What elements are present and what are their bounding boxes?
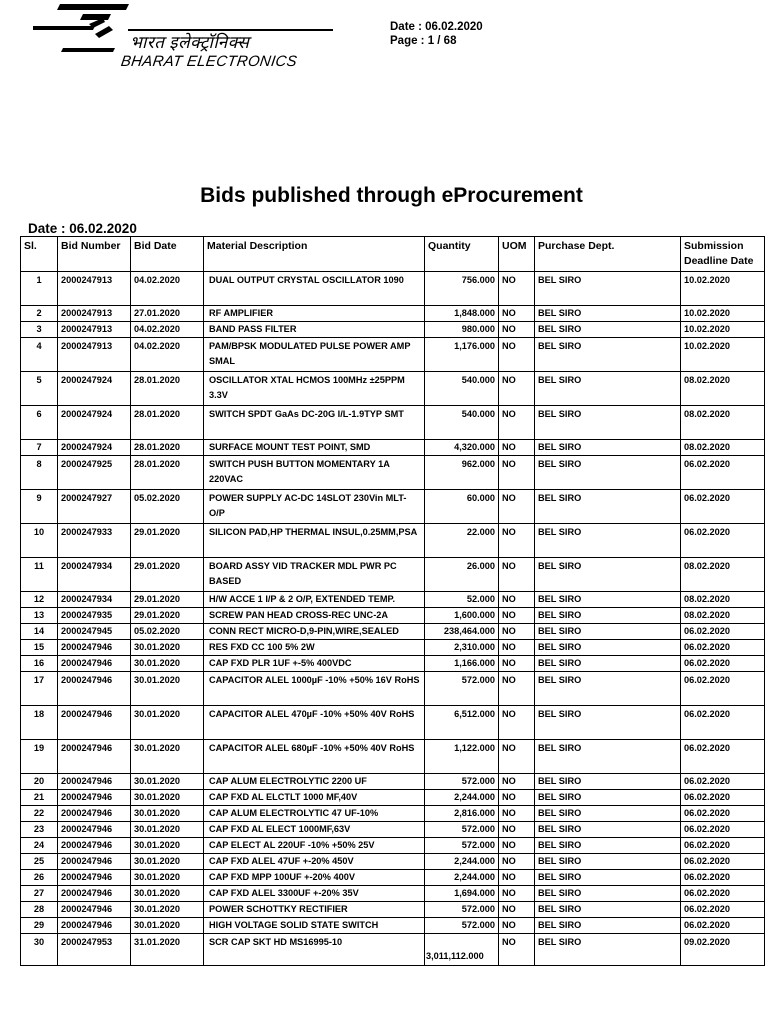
cell-bid-date: 30.01.2020 bbox=[131, 656, 204, 672]
cell-material-description: PAM/BPSK MODULATED PULSE POWER AMP SMAL bbox=[204, 338, 425, 372]
cell-uom: NO bbox=[499, 790, 535, 806]
cell-bid-date: 29.01.2020 bbox=[131, 592, 204, 608]
cell-bid-number: 2000247927 bbox=[58, 490, 131, 524]
cell-sl: 20 bbox=[21, 774, 58, 790]
table-header-row bbox=[21, 237, 765, 272]
cell-quantity: 980.000 bbox=[425, 322, 499, 338]
table-row bbox=[21, 524, 765, 558]
cell-bid-number: 2000247946 bbox=[58, 838, 131, 854]
cell-bid-date: 30.01.2020 bbox=[131, 640, 204, 656]
cell-quantity: 1,848.000 bbox=[425, 306, 499, 322]
cell-purchase-dept: BEL SIRO bbox=[535, 806, 681, 822]
cell-submission-deadline: 06.02.2020 bbox=[681, 624, 765, 640]
cell-quantity: 2,310.000 bbox=[425, 640, 499, 656]
cell-quantity: 52.000 bbox=[425, 592, 499, 608]
cell-purchase-dept: BEL SIRO bbox=[535, 440, 681, 456]
table-row bbox=[21, 656, 765, 672]
cell-purchase-dept: BEL SIRO bbox=[535, 886, 681, 902]
cell-bid-date: 28.01.2020 bbox=[131, 372, 204, 406]
cell-bid-date: 28.01.2020 bbox=[131, 440, 204, 456]
cell-uom: NO bbox=[499, 902, 535, 918]
cell-bid-date: 30.01.2020 bbox=[131, 774, 204, 790]
cell-quantity: 1,122.000 bbox=[425, 740, 499, 774]
cell-purchase-dept: BEL SIRO bbox=[535, 854, 681, 870]
cell-purchase-dept: BEL SIRO bbox=[535, 608, 681, 624]
cell-material-description: CAP FXD AL ELCTLT 1000 MF,40V bbox=[204, 790, 425, 806]
cell-bid-number: 2000247946 bbox=[58, 822, 131, 838]
cell-bid-date: 30.01.2020 bbox=[131, 854, 204, 870]
cell-submission-deadline: 08.02.2020 bbox=[681, 558, 765, 592]
cell-bid-number: 2000247946 bbox=[58, 640, 131, 656]
cell-bid-date: 30.01.2020 bbox=[131, 790, 204, 806]
cell-purchase-dept: BEL SIRO bbox=[535, 322, 681, 338]
cell-submission-deadline: 10.02.2020 bbox=[681, 322, 765, 338]
cell-bid-number: 2000247924 bbox=[58, 406, 131, 440]
cell-bid-number: 2000247913 bbox=[58, 322, 131, 338]
cell-material-description: HIGH VOLTAGE SOLID STATE SWITCH bbox=[204, 918, 425, 934]
table-row bbox=[21, 608, 765, 624]
cell-purchase-dept: BEL SIRO bbox=[535, 790, 681, 806]
cell-material-description: BOARD ASSY VID TRACKER MDL PWR PC BASED bbox=[204, 558, 425, 592]
cell-material-description: CAP FXD MPP 100UF +-20% 400V bbox=[204, 870, 425, 886]
cell-submission-deadline: 06.02.2020 bbox=[681, 854, 765, 870]
cell-bid-number: 2000247946 bbox=[58, 774, 131, 790]
cell-sl: 29 bbox=[21, 918, 58, 934]
cell-submission-deadline: 08.02.2020 bbox=[681, 406, 765, 440]
cell-quantity: 962.000 bbox=[425, 456, 499, 490]
cell-submission-deadline: 06.02.2020 bbox=[681, 806, 765, 822]
cell-sl: 12 bbox=[21, 592, 58, 608]
col-header-bid-date: Bid Date bbox=[131, 237, 204, 272]
cell-bid-date: 30.01.2020 bbox=[131, 822, 204, 838]
table-row bbox=[21, 706, 765, 740]
header-page: Page : 1 / 68 bbox=[390, 35, 457, 47]
cell-sl: 16 bbox=[21, 656, 58, 672]
cell-submission-deadline: 06.02.2020 bbox=[681, 822, 765, 838]
cell-bid-date: 27.01.2020 bbox=[131, 306, 204, 322]
cell-submission-deadline: 08.02.2020 bbox=[681, 372, 765, 406]
header-date: Date : 06.02.2020 bbox=[390, 21, 483, 33]
cell-bid-date: 30.01.2020 bbox=[131, 870, 204, 886]
table-row bbox=[21, 624, 765, 640]
cell-submission-deadline: 10.02.2020 bbox=[681, 306, 765, 322]
cell-uom: NO bbox=[499, 338, 535, 372]
cell-quantity: 4,320.000 bbox=[425, 440, 499, 456]
cell-purchase-dept: BEL SIRO bbox=[535, 656, 681, 672]
cell-bid-date: 30.01.2020 bbox=[131, 918, 204, 934]
logo-english-text: BHARAT ELECTRONICS bbox=[119, 53, 299, 70]
cell-quantity: 238,464.000 bbox=[425, 624, 499, 640]
cell-quantity: 2,244.000 bbox=[425, 790, 499, 806]
cell-material-description: BAND PASS FILTER bbox=[204, 322, 425, 338]
cell-quantity: 60.000 bbox=[425, 490, 499, 524]
table-row bbox=[21, 558, 765, 592]
cell-bid-date: 30.01.2020 bbox=[131, 740, 204, 774]
header-meta bbox=[390, 20, 483, 48]
table-row bbox=[21, 338, 765, 372]
date-caption: Date : 06.02.2020 bbox=[28, 221, 137, 236]
cell-bid-number: 2000247945 bbox=[58, 624, 131, 640]
cell-bid-date: 30.01.2020 bbox=[131, 902, 204, 918]
cell-bid-date: 05.02.2020 bbox=[131, 490, 204, 524]
cell-purchase-dept: BEL SIRO bbox=[535, 706, 681, 740]
cell-quantity: 572.000 bbox=[425, 822, 499, 838]
cell-submission-deadline: 10.02.2020 bbox=[681, 338, 765, 372]
cell-submission-deadline: 06.02.2020 bbox=[681, 740, 765, 774]
cell-sl: 18 bbox=[21, 706, 58, 740]
cell-purchase-dept: BEL SIRO bbox=[535, 774, 681, 790]
cell-quantity: 1,166.000 bbox=[425, 656, 499, 672]
cell-submission-deadline: 06.02.2020 bbox=[681, 918, 765, 934]
cell-bid-date: 30.01.2020 bbox=[131, 706, 204, 740]
cell-sl: 23 bbox=[21, 822, 58, 838]
cell-bid-number: 2000247946 bbox=[58, 854, 131, 870]
cell-quantity: 1,694.000 bbox=[425, 886, 499, 902]
cell-sl: 11 bbox=[21, 558, 58, 592]
cell-material-description: SURFACE MOUNT TEST POINT, SMD bbox=[204, 440, 425, 456]
table-row bbox=[21, 934, 765, 966]
cell-sl: 21 bbox=[21, 790, 58, 806]
cell-uom: NO bbox=[499, 706, 535, 740]
cell-material-description: POWER SUPPLY AC-DC 14SLOT 230Vin MLT-O/P bbox=[204, 490, 425, 524]
cell-quantity: 540.000 bbox=[425, 372, 499, 406]
bel-logo bbox=[33, 4, 338, 68]
cell-sl: 5 bbox=[21, 372, 58, 406]
cell-bid-number: 2000247946 bbox=[58, 902, 131, 918]
cell-bid-number: 2000247946 bbox=[58, 806, 131, 822]
cell-submission-deadline: 06.02.2020 bbox=[681, 456, 765, 490]
table-row bbox=[21, 372, 765, 406]
cell-sl: 19 bbox=[21, 740, 58, 774]
cell-bid-number: 2000247946 bbox=[58, 790, 131, 806]
cell-submission-deadline: 06.02.2020 bbox=[681, 656, 765, 672]
cell-sl: 24 bbox=[21, 838, 58, 854]
cell-material-description: OSCILLATOR XTAL HCMOS 100MHz ±25PPM 3.3V bbox=[204, 372, 425, 406]
cell-purchase-dept: BEL SIRO bbox=[535, 870, 681, 886]
cell-bid-number: 2000247933 bbox=[58, 524, 131, 558]
cell-submission-deadline: 06.02.2020 bbox=[681, 490, 765, 524]
cell-quantity: 756.000 bbox=[425, 272, 499, 306]
cell-uom: NO bbox=[499, 838, 535, 854]
cell-bid-date: 30.01.2020 bbox=[131, 838, 204, 854]
cell-uom: NO bbox=[499, 372, 535, 406]
cell-purchase-dept: BEL SIRO bbox=[535, 640, 681, 656]
cell-sl: 2 bbox=[21, 306, 58, 322]
cell-purchase-dept: BEL SIRO bbox=[535, 672, 681, 706]
cell-material-description: H/W ACCE 1 I/P & 2 O/P, EXTENDED TEMP. bbox=[204, 592, 425, 608]
cell-quantity: 572.000 bbox=[425, 838, 499, 854]
table-row bbox=[21, 406, 765, 440]
cell-quantity: 2,816.000 bbox=[425, 806, 499, 822]
cell-uom: NO bbox=[499, 524, 535, 558]
table-row bbox=[21, 870, 765, 886]
cell-quantity: 6,512.000 bbox=[425, 706, 499, 740]
table-row bbox=[21, 854, 765, 870]
col-header-bid-number: Bid Number bbox=[58, 237, 131, 272]
cell-uom: NO bbox=[499, 406, 535, 440]
cell-submission-deadline: 08.02.2020 bbox=[681, 440, 765, 456]
cell-sl: 6 bbox=[21, 406, 58, 440]
cell-bid-date: 04.02.2020 bbox=[131, 338, 204, 372]
cell-purchase-dept: BEL SIRO bbox=[535, 524, 681, 558]
cell-uom: NO bbox=[499, 608, 535, 624]
table-row bbox=[21, 740, 765, 774]
cell-purchase-dept: BEL SIRO bbox=[535, 822, 681, 838]
cell-bid-date: 04.02.2020 bbox=[131, 272, 204, 306]
cell-uom: NO bbox=[499, 886, 535, 902]
cell-submission-deadline: 06.02.2020 bbox=[681, 902, 765, 918]
table-row bbox=[21, 822, 765, 838]
cell-sl: 28 bbox=[21, 902, 58, 918]
cell-purchase-dept: BEL SIRO bbox=[535, 490, 681, 524]
cell-purchase-dept: BEL SIRO bbox=[535, 740, 681, 774]
cell-sl: 7 bbox=[21, 440, 58, 456]
cell-material-description: CAP FXD PLR 1UF +-5% 400VDC bbox=[204, 656, 425, 672]
col-header-purchase-dept: Purchase Dept. bbox=[535, 237, 681, 272]
cell-quantity: 2,244.000 bbox=[425, 870, 499, 886]
cell-sl: 22 bbox=[21, 806, 58, 822]
cell-bid-number: 2000247946 bbox=[58, 886, 131, 902]
cell-bid-date: 04.02.2020 bbox=[131, 322, 204, 338]
table-row bbox=[21, 790, 765, 806]
cell-quantity: 572.000 bbox=[425, 902, 499, 918]
cell-quantity: 572.000 bbox=[425, 774, 499, 790]
cell-submission-deadline: 06.02.2020 bbox=[681, 886, 765, 902]
col-header-sl: Sl. bbox=[21, 237, 58, 272]
cell-uom: NO bbox=[499, 558, 535, 592]
cell-purchase-dept: BEL SIRO bbox=[535, 624, 681, 640]
cell-purchase-dept: BEL SIRO bbox=[535, 406, 681, 440]
cell-material-description: SWITCH PUSH BUTTON MOMENTARY 1A 220VAC bbox=[204, 456, 425, 490]
cell-material-description: CAPACITOR ALEL 1000µF -10% +50% 16V RoHS bbox=[204, 672, 425, 706]
cell-sl: 9 bbox=[21, 490, 58, 524]
cell-sl: 10 bbox=[21, 524, 58, 558]
cell-bid-number: 2000247946 bbox=[58, 918, 131, 934]
cell-submission-deadline: 08.02.2020 bbox=[681, 608, 765, 624]
cell-uom: NO bbox=[499, 870, 535, 886]
cell-bid-date: 05.02.2020 bbox=[131, 624, 204, 640]
cell-purchase-dept: BEL SIRO bbox=[535, 372, 681, 406]
cell-uom: NO bbox=[499, 854, 535, 870]
cell-submission-deadline: 06.02.2020 bbox=[681, 640, 765, 656]
cell-material-description: CAP ELECT AL 220UF -10% +50% 25V bbox=[204, 838, 425, 854]
col-header-submission-deadline: Submission Deadline Date bbox=[681, 237, 765, 272]
cell-submission-deadline: 09.02.2020 bbox=[681, 934, 765, 966]
cell-sl: 15 bbox=[21, 640, 58, 656]
cell-quantity: 1,176.000 bbox=[425, 338, 499, 372]
cell-submission-deadline: 06.02.2020 bbox=[681, 706, 765, 740]
table-row bbox=[21, 456, 765, 490]
cell-purchase-dept: BEL SIRO bbox=[535, 306, 681, 322]
col-header-uom: UOM bbox=[499, 237, 535, 272]
cell-material-description: CAPACITOR ALEL 680µF -10% +50% 40V RoHS bbox=[204, 740, 425, 774]
cell-uom: NO bbox=[499, 306, 535, 322]
cell-bid-number: 2000247935 bbox=[58, 608, 131, 624]
cell-sl: 13 bbox=[21, 608, 58, 624]
bids-table bbox=[20, 236, 765, 966]
cell-bid-date: 30.01.2020 bbox=[131, 886, 204, 902]
cell-bid-number: 2000247934 bbox=[58, 558, 131, 592]
cell-quantity: 540.000 bbox=[425, 406, 499, 440]
table-row bbox=[21, 902, 765, 918]
table-row bbox=[21, 272, 765, 306]
cell-purchase-dept: BEL SIRO bbox=[535, 456, 681, 490]
table-row bbox=[21, 918, 765, 934]
cell-uom: NO bbox=[499, 640, 535, 656]
cell-bid-date: 31.01.2020 bbox=[131, 934, 204, 966]
cell-bid-number: 2000247946 bbox=[58, 870, 131, 886]
cell-uom: NO bbox=[499, 456, 535, 490]
cell-uom: NO bbox=[499, 740, 535, 774]
cell-sl: 26 bbox=[21, 870, 58, 886]
cell-quantity: 572.000 bbox=[425, 672, 499, 706]
cell-purchase-dept: BEL SIRO bbox=[535, 838, 681, 854]
table-row bbox=[21, 440, 765, 456]
table-row bbox=[21, 306, 765, 322]
cell-quantity: 26.000 bbox=[425, 558, 499, 592]
col-header-quantity: Quantity bbox=[425, 237, 499, 272]
cell-material-description: SCR CAP SKT HD MS16995-10 bbox=[204, 934, 425, 966]
cell-sl: 4 bbox=[21, 338, 58, 372]
cell-uom: NO bbox=[499, 774, 535, 790]
cell-material-description: CONN RECT MICRO-D,9-PIN,WIRE,SEALED bbox=[204, 624, 425, 640]
table-row bbox=[21, 774, 765, 790]
cell-bid-date: 28.01.2020 bbox=[131, 406, 204, 440]
cell-material-description: SILICON PAD,HP THERMAL INSUL,0.25MM,PSA bbox=[204, 524, 425, 558]
cell-bid-date: 29.01.2020 bbox=[131, 558, 204, 592]
cell-uom: NO bbox=[499, 592, 535, 608]
cell-sl: 14 bbox=[21, 624, 58, 640]
cell-purchase-dept: BEL SIRO bbox=[535, 934, 681, 966]
cell-uom: NO bbox=[499, 322, 535, 338]
table-row bbox=[21, 806, 765, 822]
cell-bid-date: 29.01.2020 bbox=[131, 524, 204, 558]
cell-sl: 27 bbox=[21, 886, 58, 902]
table-row bbox=[21, 640, 765, 656]
cell-purchase-dept: BEL SIRO bbox=[535, 338, 681, 372]
cell-submission-deadline: 06.02.2020 bbox=[681, 774, 765, 790]
cell-material-description: CAP ALUM ELECTROLYTIC 2200 UF bbox=[204, 774, 425, 790]
cell-sl: 17 bbox=[21, 672, 58, 706]
col-header-material-description: Material Description bbox=[204, 237, 425, 272]
cell-uom: NO bbox=[499, 624, 535, 640]
cell-purchase-dept: BEL SIRO bbox=[535, 272, 681, 306]
cell-sl: 8 bbox=[21, 456, 58, 490]
logo-hindi-text: भारत इलेक्ट्रॉनिक्स bbox=[130, 33, 250, 52]
cell-material-description: SCREW PAN HEAD CROSS-REC UNC-2A bbox=[204, 608, 425, 624]
cell-purchase-dept: BEL SIRO bbox=[535, 592, 681, 608]
cell-uom: NO bbox=[499, 272, 535, 306]
table-row bbox=[21, 322, 765, 338]
cell-bid-number: 2000247913 bbox=[58, 306, 131, 322]
cell-sl: 3 bbox=[21, 322, 58, 338]
cell-bid-number: 2000247924 bbox=[58, 372, 131, 406]
cell-bid-date: 30.01.2020 bbox=[131, 806, 204, 822]
table-row bbox=[21, 490, 765, 524]
cell-uom: NO bbox=[499, 490, 535, 524]
cell-material-description: CAP FXD ALEL 47UF +-20% 450V bbox=[204, 854, 425, 870]
cell-bid-date: 28.01.2020 bbox=[131, 456, 204, 490]
cell-sl: 1 bbox=[21, 272, 58, 306]
cell-submission-deadline: 06.02.2020 bbox=[681, 838, 765, 854]
page-title: Bids published through eProcurement bbox=[200, 184, 583, 207]
cell-bid-number: 2000247913 bbox=[58, 272, 131, 306]
cell-material-description: CAP FXD AL ELECT 1000MF,63V bbox=[204, 822, 425, 838]
cell-quantity: 22.000 bbox=[425, 524, 499, 558]
table-row bbox=[21, 592, 765, 608]
cell-material-description: CAP ALUM ELECTROLYTIC 47 UF-10% bbox=[204, 806, 425, 822]
cell-material-description: CAP FXD ALEL 3300UF +-20% 35V bbox=[204, 886, 425, 902]
cell-uom: NO bbox=[499, 806, 535, 822]
cell-material-description: RES FXD CC 100 5% 2W bbox=[204, 640, 425, 656]
cell-bid-number: 2000247953 bbox=[58, 934, 131, 966]
table-body bbox=[21, 272, 765, 966]
cell-quantity: 3,011,112.000 bbox=[425, 934, 499, 966]
cell-submission-deadline: 06.02.2020 bbox=[681, 672, 765, 706]
cell-bid-number: 2000247946 bbox=[58, 740, 131, 774]
cell-quantity: 572.000 bbox=[425, 918, 499, 934]
cell-uom: NO bbox=[499, 934, 535, 966]
cell-material-description: RF AMPLIFIER bbox=[204, 306, 425, 322]
cell-uom: NO bbox=[499, 656, 535, 672]
cell-bid-number: 2000247924 bbox=[58, 440, 131, 456]
table-row bbox=[21, 672, 765, 706]
cell-sl: 25 bbox=[21, 854, 58, 870]
table-row bbox=[21, 838, 765, 854]
cell-material-description: CAPACITOR ALEL 470µF -10% +50% 40V RoHS bbox=[204, 706, 425, 740]
cell-quantity: 1,600.000 bbox=[425, 608, 499, 624]
cell-uom: NO bbox=[499, 822, 535, 838]
cell-bid-number: 2000247946 bbox=[58, 656, 131, 672]
cell-purchase-dept: BEL SIRO bbox=[535, 558, 681, 592]
cell-bid-date: 29.01.2020 bbox=[131, 608, 204, 624]
cell-submission-deadline: 06.02.2020 bbox=[681, 524, 765, 558]
cell-purchase-dept: BEL SIRO bbox=[535, 918, 681, 934]
cell-bid-number: 2000247946 bbox=[58, 672, 131, 706]
table-row bbox=[21, 886, 765, 902]
cell-material-description: POWER SCHOTTKY RECTIFIER bbox=[204, 902, 425, 918]
cell-bid-number: 2000247946 bbox=[58, 706, 131, 740]
cell-uom: NO bbox=[499, 918, 535, 934]
cell-material-description: SWITCH SPDT GaAs DC-20G I/L-1.9TYP SMT bbox=[204, 406, 425, 440]
cell-uom: NO bbox=[499, 672, 535, 706]
cell-uom: NO bbox=[499, 440, 535, 456]
cell-submission-deadline: 06.02.2020 bbox=[681, 790, 765, 806]
cell-bid-date: 30.01.2020 bbox=[131, 672, 204, 706]
cell-purchase-dept: BEL SIRO bbox=[535, 902, 681, 918]
cell-bid-number: 2000247925 bbox=[58, 456, 131, 490]
cell-submission-deadline: 10.02.2020 bbox=[681, 272, 765, 306]
cell-bid-number: 2000247913 bbox=[58, 338, 131, 372]
cell-submission-deadline: 08.02.2020 bbox=[681, 592, 765, 608]
cell-quantity: 2,244.000 bbox=[425, 854, 499, 870]
cell-sl: 30 bbox=[21, 934, 58, 966]
cell-material-description: DUAL OUTPUT CRYSTAL OSCILLATOR 1090 bbox=[204, 272, 425, 306]
cell-bid-number: 2000247934 bbox=[58, 592, 131, 608]
cell-submission-deadline: 06.02.2020 bbox=[681, 870, 765, 886]
